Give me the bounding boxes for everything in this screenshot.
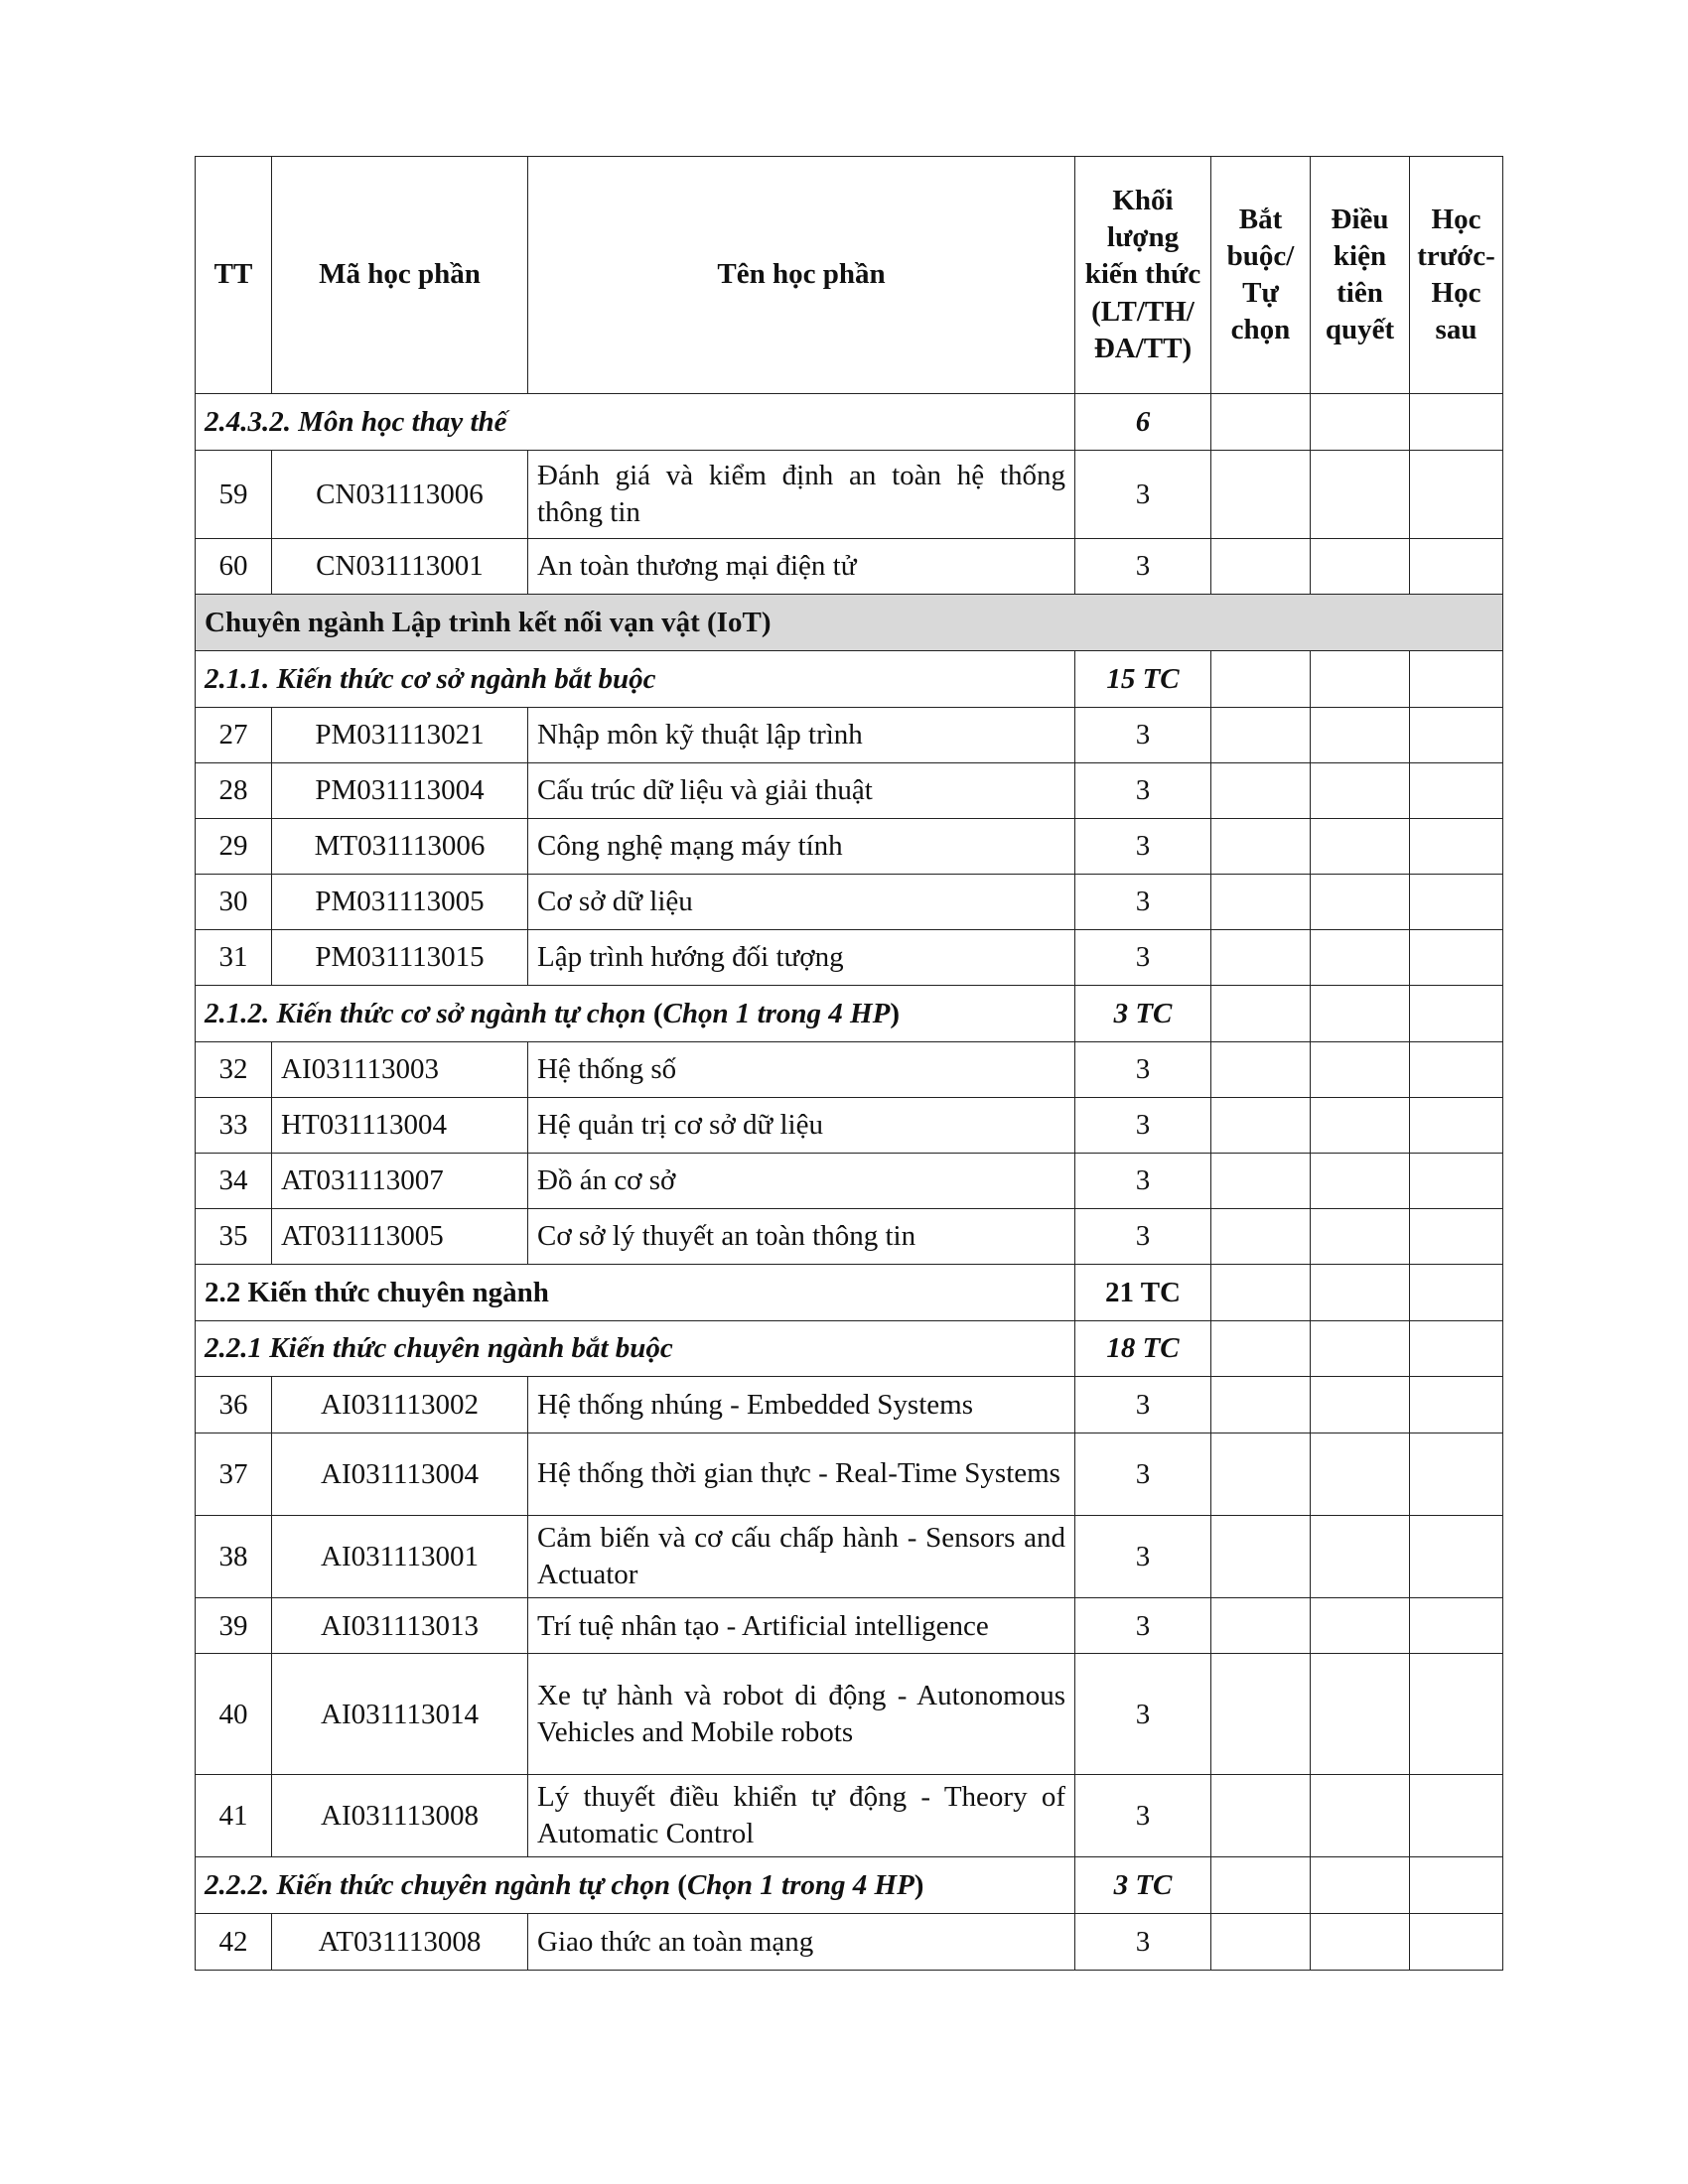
course-credits: 3	[1075, 875, 1211, 930]
section-label-cell	[196, 1857, 1075, 1914]
section-credits: 3 TC	[1075, 986, 1211, 1042]
section-label-cell	[196, 986, 1075, 1042]
section-row-2432	[196, 394, 1503, 451]
table-row	[196, 708, 1503, 763]
course-credits: 3	[1075, 451, 1211, 539]
course-name: Cơ sở lý thuyết an toàn thông tin	[528, 1209, 1075, 1265]
table-row	[196, 1154, 1503, 1209]
course-tt: 29	[196, 819, 272, 875]
header-order: Học trước- Học sau	[1410, 157, 1503, 394]
section-paren-close: )	[890, 997, 900, 1029]
course-tt: 38	[196, 1516, 272, 1598]
table-row	[196, 1433, 1503, 1516]
header-required-elective: Bắt buộc/ Tự chọn	[1211, 157, 1311, 394]
course-credits: 3	[1075, 1209, 1211, 1265]
course-tt: 28	[196, 763, 272, 819]
section-paren-close: )	[914, 1869, 924, 1902]
course-name: Nhập môn kỹ thuật lập trình	[528, 708, 1075, 763]
course-code: CN031113001	[272, 539, 528, 595]
course-credits: 3	[1075, 1914, 1211, 1971]
course-name: Xe tự hành và robot di động - Autonomous Vehicles and Mobile robots	[528, 1654, 1075, 1775]
course-name: Lý thuyết điều khiển tự động - Theory of Automatic Control	[528, 1775, 1075, 1857]
table-row	[196, 539, 1503, 595]
course-name: Cảm biến và cơ cấu chấp hành - Sensors and Actuator	[528, 1516, 1075, 1598]
section-label: 2.4.3.2. Môn học thay thế	[196, 394, 1075, 451]
course-tt: 32	[196, 1042, 272, 1098]
course-code: AT031113008	[272, 1914, 528, 1971]
course-name: Hệ thống thời gian thực - Real-Time Systems	[528, 1433, 1075, 1516]
section-note: Chọn 1 trong 4 HP	[686, 1869, 914, 1902]
table-row	[196, 1042, 1503, 1098]
course-credits: 3	[1075, 1098, 1211, 1154]
section-label: 2.2 Kiến thức chuyên ngành	[196, 1265, 1075, 1321]
table-row	[196, 875, 1503, 930]
course-credits: 3	[1075, 1598, 1211, 1654]
course-name: Trí tuệ nhân tạo - Artificial intelligence	[528, 1598, 1075, 1654]
course-credits: 3	[1075, 708, 1211, 763]
table-row	[196, 451, 1503, 539]
course-code: AT031113005	[272, 1209, 528, 1265]
section-row-22	[196, 1265, 1503, 1321]
section-paren-open: (	[677, 1869, 687, 1902]
course-tt: 31	[196, 930, 272, 986]
header-course-code: Mã học phần	[272, 157, 528, 394]
course-name: Hệ quản trị cơ sở dữ liệu	[528, 1098, 1075, 1154]
course-code: AI031113002	[272, 1377, 528, 1433]
course-code: CN031113006	[272, 451, 528, 539]
course-code: AI031113013	[272, 1598, 528, 1654]
table-row	[196, 1377, 1503, 1433]
section-row-211	[196, 651, 1503, 708]
course-code: AI031113003	[272, 1042, 528, 1098]
course-tt: 34	[196, 1154, 272, 1209]
course-code: HT031113004	[272, 1098, 528, 1154]
course-credits: 3	[1075, 1654, 1211, 1775]
course-tt: 27	[196, 708, 272, 763]
course-name: Hệ thống nhúng - Embedded Systems	[528, 1377, 1075, 1433]
course-code: PM031113015	[272, 930, 528, 986]
course-name: Hệ thống số	[528, 1042, 1075, 1098]
section-row-212	[196, 986, 1503, 1042]
course-name: An toàn thương mại điện tử	[528, 539, 1075, 595]
section-note: Chọn 1 trong 4 HP	[662, 997, 891, 1029]
course-tt: 60	[196, 539, 272, 595]
course-code: AI031113008	[272, 1775, 528, 1857]
course-credits: 3	[1075, 1433, 1211, 1516]
course-name: Công nghệ mạng máy tính	[528, 819, 1075, 875]
course-tt: 41	[196, 1775, 272, 1857]
table-row	[196, 1516, 1503, 1598]
course-tt: 37	[196, 1433, 272, 1516]
course-code: AI031113004	[272, 1433, 528, 1516]
course-tt: 59	[196, 451, 272, 539]
table-row	[196, 930, 1503, 986]
header-course-name: Tên học phần	[528, 157, 1075, 394]
section-label: 2.1.1. Kiến thức cơ sở ngành bắt buộc	[196, 651, 1075, 708]
course-credits: 3	[1075, 930, 1211, 986]
course-tt: 40	[196, 1654, 272, 1775]
course-name: Giao thức an toàn mạng	[528, 1914, 1075, 1971]
course-name: Đánh giá và kiểm định an toàn hệ thống thông tin	[528, 451, 1075, 539]
course-tt: 42	[196, 1914, 272, 1971]
table-row	[196, 763, 1503, 819]
course-name: Cấu trúc dữ liệu và giải thuật	[528, 763, 1075, 819]
course-code: AT031113007	[272, 1154, 528, 1209]
header-row	[196, 157, 1503, 394]
curriculum-table	[195, 156, 1503, 1971]
course-name: Cơ sở dữ liệu	[528, 875, 1075, 930]
section-credits: 21 TC	[1075, 1265, 1211, 1321]
course-code: AI031113001	[272, 1516, 528, 1598]
table-row	[196, 1098, 1503, 1154]
header-prerequisite: Điều kiện tiên quyết	[1311, 157, 1410, 394]
course-tt: 39	[196, 1598, 272, 1654]
course-name: Đồ án cơ sở	[528, 1154, 1075, 1209]
course-tt: 30	[196, 875, 272, 930]
table-row	[196, 1914, 1503, 1971]
course-credits: 3	[1075, 763, 1211, 819]
course-credits: 3	[1075, 1154, 1211, 1209]
section-label: 2.2.1 Kiến thức chuyên ngành bắt buộc	[196, 1321, 1075, 1377]
course-tt: 36	[196, 1377, 272, 1433]
section-credits: 6	[1075, 394, 1211, 451]
header-credits: Khối lượng kiến thức (LT/TH/ ĐA/TT)	[1075, 157, 1211, 394]
section-label: 2.2.2. Kiến thức chuyên ngành tự chọn	[205, 1869, 671, 1902]
course-code: AI031113014	[272, 1654, 528, 1775]
section-credits: 15 TC	[1075, 651, 1211, 708]
header-tt: TT	[196, 157, 272, 394]
table-row	[196, 1654, 1503, 1775]
section-credits: 3 TC	[1075, 1857, 1211, 1914]
course-code: MT031113006	[272, 819, 528, 875]
table-row	[196, 1598, 1503, 1654]
course-code: PM031113005	[272, 875, 528, 930]
course-credits: 3	[1075, 1516, 1211, 1598]
course-credits: 3	[1075, 539, 1211, 595]
course-credits: 3	[1075, 1042, 1211, 1098]
specialization-label: Chuyên ngành Lập trình kết nối vạn vật (IoT)	[196, 595, 1503, 651]
specialization-row	[196, 595, 1503, 651]
section-paren-open: (	[652, 997, 663, 1029]
section-credits: 18 TC	[1075, 1321, 1211, 1377]
section-row-221	[196, 1321, 1503, 1377]
course-credits: 3	[1075, 819, 1211, 875]
section-row-222	[196, 1857, 1503, 1914]
table-row	[196, 819, 1503, 875]
table-row	[196, 1775, 1503, 1857]
course-credits: 3	[1075, 1377, 1211, 1433]
course-code: PM031113021	[272, 708, 528, 763]
course-tt: 33	[196, 1098, 272, 1154]
course-credits: 3	[1075, 1775, 1211, 1857]
course-code: PM031113004	[272, 763, 528, 819]
table-row	[196, 1209, 1503, 1265]
course-tt: 35	[196, 1209, 272, 1265]
section-label: 2.1.2. Kiến thức cơ sở ngành tự chọn	[205, 997, 646, 1029]
course-name: Lập trình hướng đối tượng	[528, 930, 1075, 986]
